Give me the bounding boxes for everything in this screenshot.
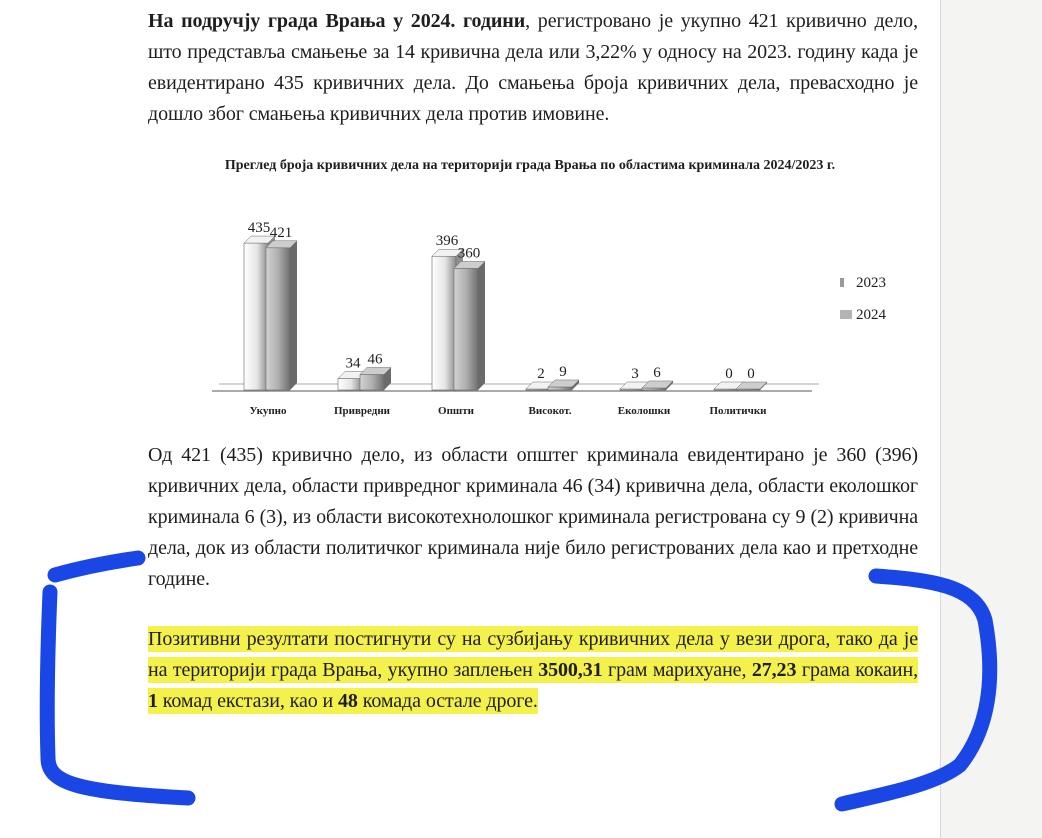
drugs-text-1: Позитивни резултати постигнути су на сузбијању кривичних дела у вези дрога, тако да је на територији града Врања, укупно заплењен	[148, 628, 918, 681]
category-label: Политички	[709, 405, 767, 417]
category-label: Високот.	[528, 405, 572, 417]
categories-paragraph: Од 421 (435) кривично дело, из области општег криминала евидентирано је 360 (396) кривичних дела, области привредног криминала 46 (34) кривична дела, области еколошког криминала 6 (3), из области високотехнолошког криминала регистрована су 9 (2) кривична дела, док из области политичког криминала није било регистрованих дела као и претходне године.	[148, 444, 918, 590]
bar-value-label: 3	[631, 365, 639, 382]
intro-text: , регистровано је укупно 421 кривично дело, што представља смањење за 14 кривична дела или 3,22% у односу на 2023. годину када је евидентирано 435 кривичних дела. До смањења броја кривичних дела, превасходно је дошло због смањења кривичних дела против имовине.	[148, 10, 918, 125]
bar-2024-2	[454, 268, 478, 390]
highlighted-text	[148, 626, 918, 714]
bar-value-label: 0	[725, 366, 733, 382]
bar-value-label: 0	[747, 366, 755, 382]
bar-side	[478, 261, 485, 390]
legend-label-2024: 2024	[856, 307, 886, 323]
bar-value-label: 34	[345, 355, 361, 372]
legend-label-2023: 2023	[856, 275, 886, 291]
drugs-text-5: комада остале дроге.	[357, 690, 538, 712]
intro-paragraph	[148, 6, 918, 130]
marijuana-grams: 3500,31	[538, 659, 603, 681]
intro-lead: На подручју града Врања у 2024. години	[148, 10, 526, 32]
drugs-text-3: грама кокаин,	[796, 659, 919, 681]
ecstasy-count: 1	[148, 690, 158, 712]
bar-2024-4	[642, 388, 666, 390]
legend-swatch-2024	[840, 310, 852, 319]
drugs-text-2: грам марихуане,	[602, 659, 752, 681]
bar-value-label: 360	[457, 245, 481, 262]
bar-value-label: 396	[435, 233, 459, 250]
drugs-text-4: комад екстази, као и	[157, 690, 339, 712]
legend-swatch-2023	[840, 278, 844, 287]
bar-value-label: 2	[537, 366, 545, 382]
bar-value-label: 435	[247, 220, 271, 237]
bar-value-label: 9	[559, 363, 567, 380]
bar-2023-2	[432, 256, 456, 390]
bar-2024-1	[360, 374, 384, 390]
category-label: Привредни	[333, 405, 391, 417]
bar-value-label: 6	[653, 364, 661, 381]
category-label: Општи	[438, 405, 474, 417]
category-label: Укупно	[249, 405, 287, 417]
category-label: Еколошки	[617, 405, 671, 417]
bar-2023-0	[244, 243, 268, 390]
bar-value-label: 46	[367, 351, 383, 368]
bar-2023-1	[338, 379, 362, 390]
bar-side	[290, 241, 297, 390]
cocaine-grams: 27,23	[751, 659, 797, 681]
bar-value-label: 421	[269, 224, 293, 241]
bar-chart	[200, 200, 920, 425]
drugs-paragraph	[148, 624, 918, 717]
other-drugs-count: 48	[338, 690, 358, 712]
chart-title: Преглед броја кривичних дела на територији града Врања по областима криминала 2024/2023 г.	[224, 158, 836, 173]
bar-2024-0	[266, 248, 290, 390]
bar-2024-3	[548, 387, 572, 390]
